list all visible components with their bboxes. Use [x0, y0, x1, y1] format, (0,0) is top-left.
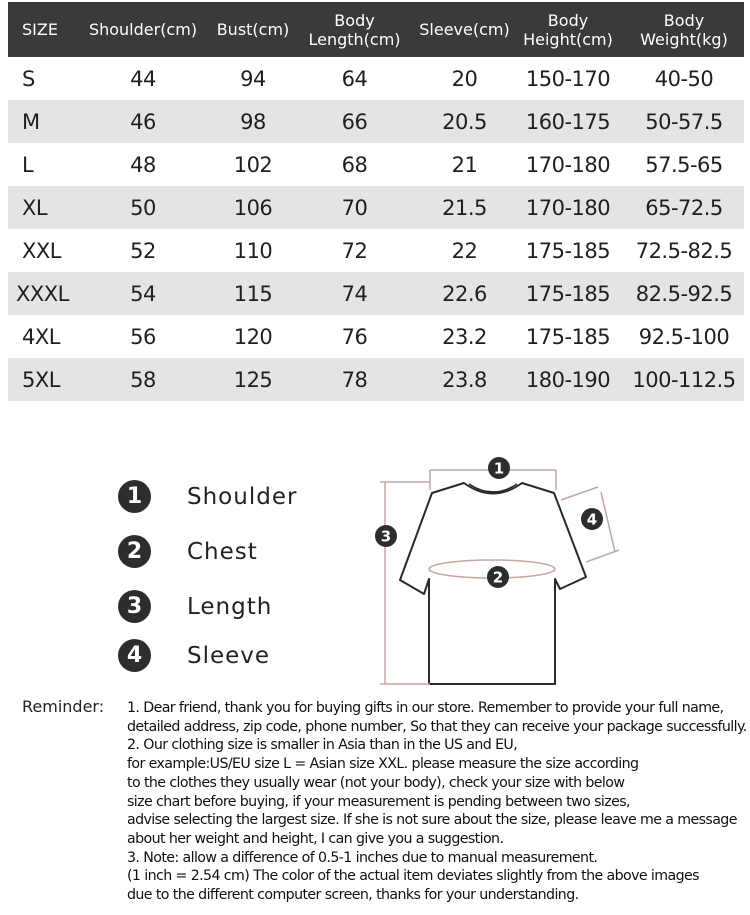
- header-body-height: [512, 2, 624, 57]
- cell-sleeve: 20.5: [417, 100, 512, 143]
- header-size: [8, 2, 72, 57]
- note-line: 1. Dear friend, thank you for buying gifts in our store. Remember to provide your full name,: [127, 700, 724, 716]
- note-line: advise selecting the largest size. If she is not sure about the size, please leave me a message: [127, 812, 737, 829]
- cell-bust: 94: [240, 66, 266, 91]
- cell-bust: 106: [214, 186, 292, 229]
- header-sleeve: [417, 2, 512, 57]
- cell-shoulder: 52: [130, 238, 156, 263]
- table-row: [8, 358, 744, 401]
- header-label-line2: Height(cm): [523, 29, 613, 49]
- cell-sleeve: 21.5: [417, 186, 512, 229]
- table-row: [8, 229, 744, 272]
- cell-shoulder: 58: [72, 358, 214, 401]
- tshirt-measurement-diagram: [372, 452, 622, 692]
- legend-item-shoulder: [118, 480, 297, 513]
- legend-label: Shoulder: [187, 483, 298, 510]
- cell-bust: 98: [214, 100, 292, 143]
- cell-body-weight: 82.5-92.5: [624, 272, 744, 315]
- marker-1: [488, 457, 510, 479]
- cell-bust: 110: [233, 238, 273, 263]
- table-row: [8, 272, 744, 315]
- cell-bust: 102: [233, 152, 273, 177]
- cell-size: XL: [8, 186, 72, 229]
- cell-size: S: [22, 66, 35, 91]
- cell-shoulder: 44: [130, 66, 156, 91]
- note-line: detailed address, zip code, phone number, So that they can receive your package successfully.: [127, 718, 747, 735]
- note-line: about her weight and height, I can give you a suggestion.: [127, 830, 504, 847]
- cell-shoulder: 48: [130, 152, 156, 177]
- cell-body-weight: 40-50: [654, 66, 714, 91]
- header-label: Bust(cm): [216, 20, 290, 39]
- cell-size: 5XL: [8, 358, 72, 401]
- cell-shoulder: 54: [72, 272, 214, 315]
- cell-bust: 115: [214, 272, 292, 315]
- note-line: 2. Our clothing size is smaller in Asia than in the US and EU,: [127, 737, 518, 754]
- cell-body-height: 175-185: [525, 238, 611, 263]
- cell-sleeve: 23.2: [442, 324, 487, 349]
- cell-size: XXL: [22, 238, 61, 263]
- cell-body-weight: 50-57.5: [624, 100, 744, 143]
- cell-body-height: 170-180: [525, 152, 611, 177]
- cell-body-height: 160-175: [512, 100, 624, 143]
- legend-item-chest: [118, 535, 258, 568]
- header-label: Shoulder(cm): [88, 20, 198, 39]
- cell-body-length: 74: [292, 272, 417, 315]
- header-body-length: [292, 2, 417, 57]
- number-4-icon: 4: [118, 639, 151, 672]
- cell-shoulder: 46: [72, 100, 214, 143]
- cell-body-height: 150-170: [525, 66, 611, 91]
- cell-size: M: [8, 100, 72, 143]
- cell-bust: 125: [214, 358, 292, 401]
- reminder-label: Reminder:: [22, 697, 105, 716]
- cell-body-weight: 72.5-82.5: [635, 238, 733, 263]
- marker-label: 1: [493, 459, 505, 478]
- cell-body-length: 76: [341, 324, 368, 349]
- table-row: [8, 57, 744, 100]
- note-line: due to the different computer screen, thanks for your understanding.: [127, 887, 579, 904]
- table-row: [8, 100, 744, 143]
- size-chart-table: [8, 2, 744, 401]
- marker-label: 2: [492, 568, 504, 587]
- cell-sleeve: 23.8: [417, 358, 512, 401]
- header-label-line1: Body: [334, 10, 375, 30]
- legend-label: Sleeve: [187, 642, 271, 669]
- number-3-icon: 3: [118, 590, 151, 623]
- cell-size: L: [22, 152, 34, 177]
- cell-body-weight: 100-112.5: [624, 358, 744, 401]
- header-label: Sleeve(cm): [419, 20, 510, 39]
- legend-label: Length: [187, 593, 273, 620]
- note-line: (1 inch = 2.54 cm) The color of the actual item deviates slightly from the above images: [127, 868, 699, 885]
- number-2-icon: 2: [118, 535, 151, 568]
- cell-body-weight: 65-72.5: [624, 186, 744, 229]
- cell-body-length: 72: [341, 238, 368, 263]
- header-label-line2: Weight(kg): [640, 29, 728, 49]
- marker-4: [581, 508, 603, 530]
- cell-body-height: 175-185: [512, 272, 624, 315]
- note-line: for example:US/EU size L = Asian size XXL. please measure the size according: [127, 756, 639, 773]
- table-header-row: [8, 2, 744, 57]
- reminder-notes: [127, 699, 747, 905]
- header-bust: [214, 2, 292, 57]
- marker-label: 4: [586, 510, 598, 529]
- cell-body-length: 64: [341, 66, 368, 91]
- cell-body-length: 78: [292, 358, 417, 401]
- cell-body-height: 170-180: [512, 186, 624, 229]
- cell-body-length: 66: [292, 100, 417, 143]
- header-label: SIZE: [22, 20, 58, 39]
- cell-shoulder: 50: [72, 186, 214, 229]
- cell-body-length: 68: [341, 152, 368, 177]
- cell-sleeve: 20: [451, 66, 478, 91]
- cell-sleeve: 21: [451, 152, 478, 177]
- cell-body-length: 70: [292, 186, 417, 229]
- header-shoulder: [72, 2, 214, 57]
- cell-body-weight: 92.5-100: [638, 324, 730, 349]
- note-line: 3. Note: allow a difference of 0.5-1 inches due to manual measurement.: [127, 849, 598, 866]
- cell-shoulder: 56: [130, 324, 156, 349]
- marker-2: [487, 566, 509, 588]
- table-row: [8, 186, 744, 229]
- legend-item-length: [118, 590, 272, 623]
- number-1-icon: 1: [118, 480, 151, 513]
- header-body-weight: [624, 2, 744, 57]
- legend-item-sleeve: [118, 639, 270, 672]
- cell-body-height: 175-185: [525, 324, 611, 349]
- cell-body-weight: 57.5-65: [645, 152, 723, 177]
- cell-size: 4XL: [22, 324, 60, 349]
- table-row: [8, 143, 744, 186]
- header-label-line2: Length(cm): [308, 29, 401, 49]
- marker-label: 3: [380, 527, 392, 546]
- cell-sleeve: 22: [451, 238, 478, 263]
- table-row: [8, 315, 744, 358]
- note-line: size chart before buying, if your measurement is pending between two sizes,: [127, 793, 630, 810]
- cell-bust: 120: [233, 324, 273, 349]
- header-label-line1: Body: [663, 10, 705, 30]
- cell-body-height: 180-190: [512, 358, 624, 401]
- cell-sleeve: 22.6: [417, 272, 512, 315]
- legend-label: Chest: [187, 538, 258, 565]
- header-label-line1: Body: [547, 10, 589, 30]
- marker-3: [375, 525, 397, 547]
- cell-size: XXXL: [8, 272, 72, 315]
- note-line: to the clothes they usually wear (not your body), check your size with below: [127, 774, 625, 791]
